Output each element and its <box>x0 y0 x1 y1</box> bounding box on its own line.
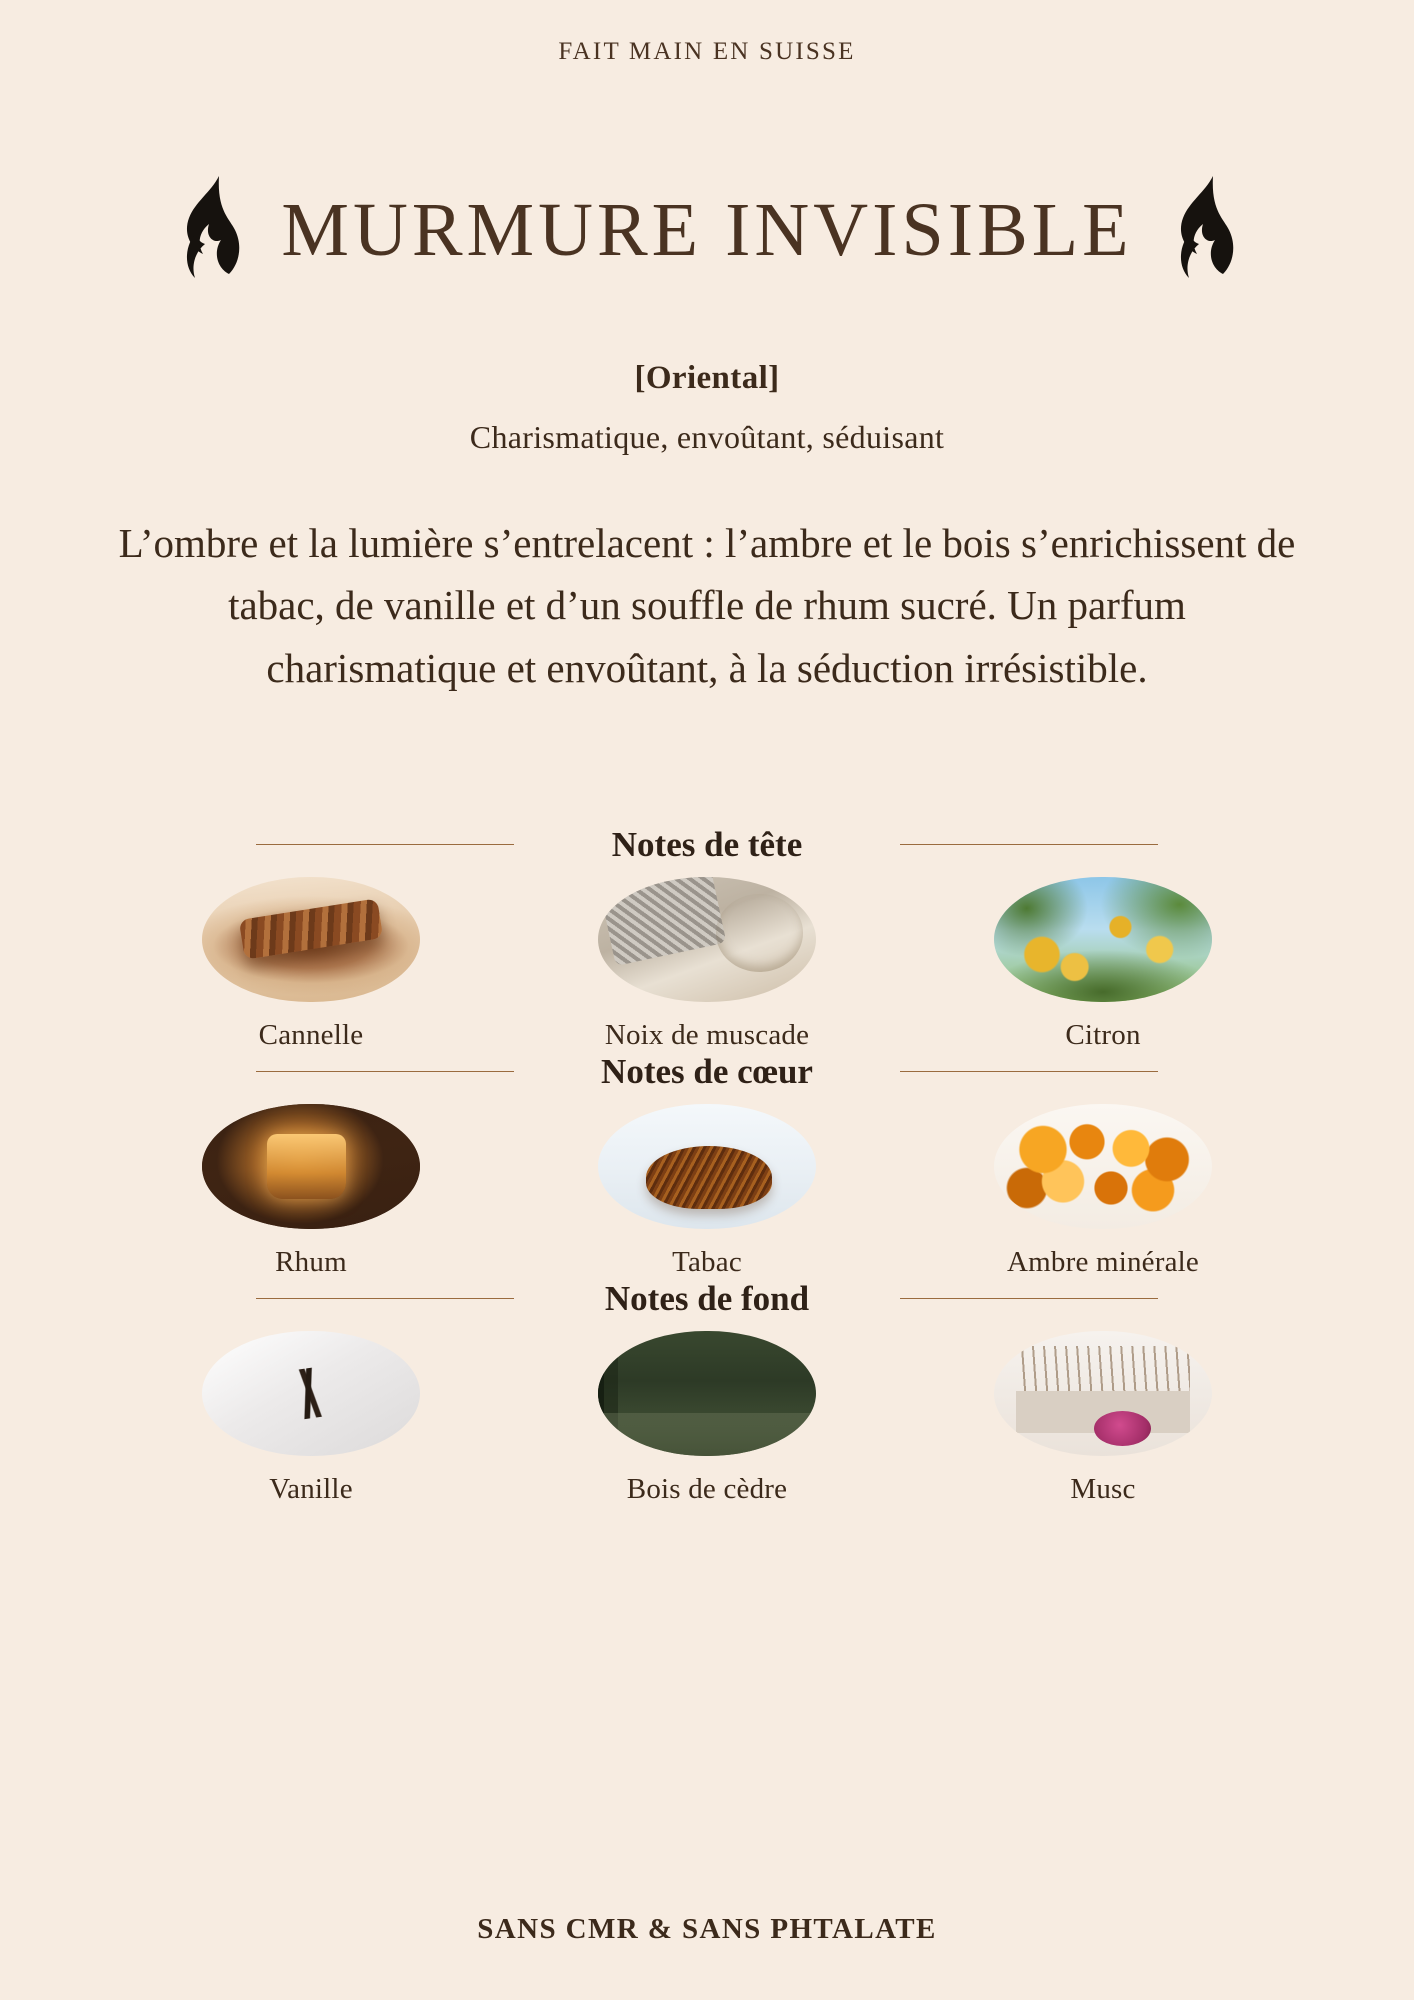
cinnamon-sticks-photo <box>202 877 420 1002</box>
ingredient-item <box>161 1104 461 1279</box>
ingredient-item <box>557 1331 857 1506</box>
note-heading-row <box>147 1279 1267 1319</box>
fragrance-descriptors: Charismatique, envoûtant, séduisant <box>469 419 945 455</box>
vanilla-pods-photo <box>202 1331 420 1456</box>
ingredient-label: Noix de muscade <box>604 1018 810 1051</box>
divider-right <box>900 844 1158 845</box>
ingredient-label: Tabac <box>672 1245 742 1278</box>
title-row <box>0 174 1414 286</box>
footer-text: SANS CMR & SANS PHTALATE <box>477 1913 937 1945</box>
note-block-base <box>147 1279 1267 1506</box>
note-block-heart <box>147 1052 1267 1279</box>
ingredient-label: Citron <box>1065 1018 1141 1051</box>
divider-right <box>900 1071 1158 1072</box>
cedar-forest-photo <box>598 1331 816 1456</box>
amber-stones-photo <box>994 1104 1212 1229</box>
ingredient-label: Cannelle <box>258 1018 364 1051</box>
ingredient-item <box>557 877 857 1052</box>
note-heading-row <box>147 1052 1267 1092</box>
note-heading: Notes de fond <box>604 1278 810 1318</box>
note-block-top <box>147 825 1267 1052</box>
divider-right <box>900 1298 1158 1299</box>
fragrance-family: [Oriental] <box>634 360 780 396</box>
musk-diffusers-photo <box>994 1331 1212 1456</box>
divider-left <box>256 844 514 845</box>
ingredient-item <box>161 877 461 1052</box>
ingredient-row <box>147 877 1267 1052</box>
ingredient-item <box>557 1104 857 1279</box>
ingredient-label: Vanille <box>269 1472 353 1505</box>
ingredient-row <box>147 1104 1267 1279</box>
nutmeg-grater-photo <box>598 877 816 1002</box>
rum-cocktail-photo <box>202 1104 420 1229</box>
fragrance-description: L’ombre et la lumière s’entrelacent : l’ambre et le bois s’enrichissent de tabac, de vanille et d’un souffle de rhum sucré. Un parfum charismatique et envoûtant, à la séduction irrésistible. <box>118 520 1296 691</box>
ingredient-item <box>953 877 1253 1052</box>
ingredient-item <box>161 1331 461 1506</box>
tobacco-leaves-photo <box>598 1104 816 1229</box>
note-heading: Notes de cœur <box>601 1051 813 1091</box>
flame-icon <box>173 174 247 286</box>
eyebrow-text: FAIT MAIN EN SUISSE <box>558 38 856 65</box>
note-heading: Notes de tête <box>611 824 803 864</box>
ingredient-label: Musc <box>1070 1472 1136 1505</box>
page-title: MURMURE INVISIBLE <box>281 187 1133 272</box>
lemon-tree-photo <box>994 877 1212 1002</box>
ingredient-label: Rhum <box>275 1245 347 1278</box>
ingredient-item <box>953 1331 1253 1506</box>
ingredient-row <box>147 1331 1267 1506</box>
ingredient-label: Ambre minérale <box>1006 1245 1200 1278</box>
ingredient-label: Bois de cèdre <box>626 1472 788 1505</box>
ingredient-item <box>953 1104 1253 1279</box>
notes-section <box>147 825 1267 1506</box>
divider-left <box>256 1071 514 1072</box>
divider-left <box>256 1298 514 1299</box>
note-heading-row <box>147 825 1267 865</box>
flame-icon <box>1167 174 1241 286</box>
